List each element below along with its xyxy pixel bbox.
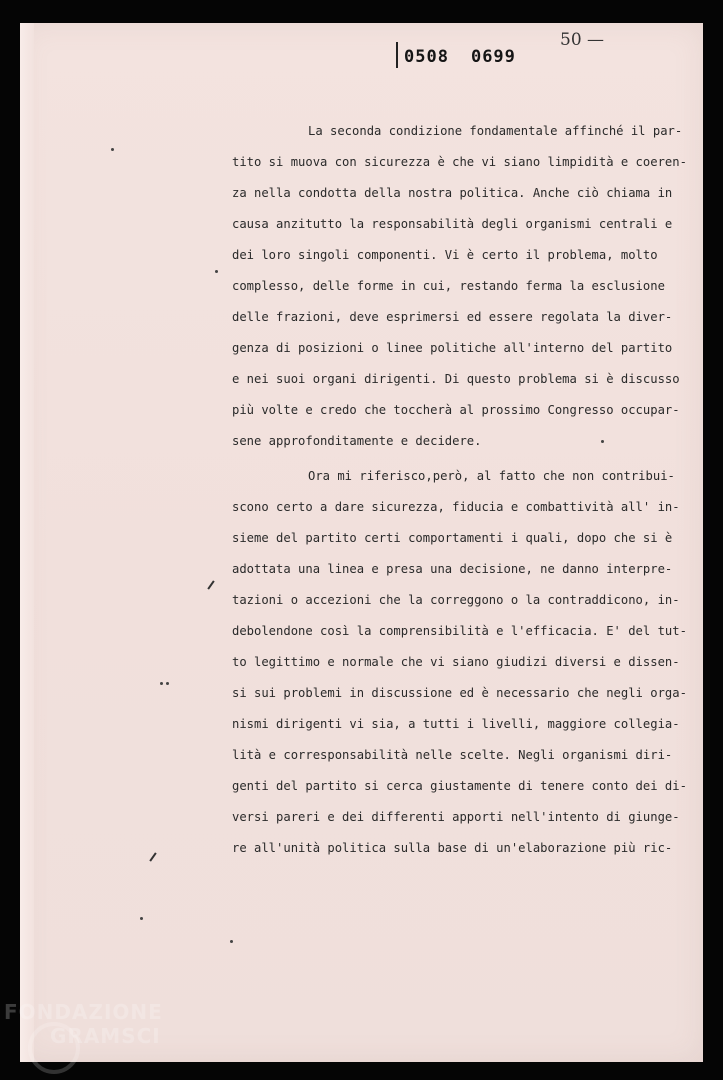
text-line: scono certo a dare sicurezza, fiducia e combattività all' in- [232,500,680,514]
text-line: versi pareri e dei differenti apporti nell'intento di giunge- [232,810,680,824]
typed-body-text [232,116,687,864]
text-line: genza di posizioni o linee politiche all'interno del partito [232,341,673,355]
text-line: sieme del partito certi comportamenti i quali, dopo che si è [232,531,673,545]
text-line: causa anzitutto la responsabilità degli organismi centrali e [232,217,673,231]
text-line: nismi dirigenti vi sia, a tutti i livelli, maggiore collegia- [232,717,680,731]
text-line: complesso, delle forme in cui, restando ferma la esclusione [232,279,665,293]
margin-bar [396,42,398,68]
text-line: dei loro singoli componenti. Vi è certo il problema, molto [232,248,658,262]
paper-speck [601,440,604,443]
paper-speck [166,682,169,685]
archive-number [396,44,516,70]
paper-speck [111,148,114,151]
doc-number-primary: 0508 [404,47,449,67]
text-line: genti del partito si cerca giustamente di tenere conto dei di- [232,779,687,793]
paper-edge [20,23,34,1062]
paper-speck [215,270,218,273]
doc-number-secondary: 0699 [470,47,516,67]
text-line: si sui problemi in discussione ed è necessario che negli orga- [232,686,687,700]
text-line: to legittimo e normale che vi siano giudizi diversi e dissen- [232,655,680,669]
text-line: lità e corresponsabilità nelle scelte. Negli organismi diri- [232,748,673,762]
text-line: e nei suoi organi dirigenti. Di questo problema si è discusso [232,372,680,386]
text-line: adottata una linea e presa una decisione, ne danno interpre- [232,562,673,576]
text-line: tazioni o accezioni che la correggono o la contraddicono, in- [232,593,680,607]
text-line: za nella condotta della nostra politica. Anche ciò chiama in [232,186,673,200]
text-line: debolendone così la comprensibilità e l'efficacia. E' del tut- [232,624,687,638]
paper-speck [230,940,233,943]
text-line: Ora mi riferisco,però, al fatto che non contribui- [308,469,675,483]
text-line: sene approfonditamente e decidere. [232,434,482,448]
text-line: tito si muova con sicurezza è che vi siano limpidità e coeren- [232,155,687,169]
watermark-line-2: GRAMSCI [50,1024,161,1048]
watermark [4,1000,163,1048]
handwritten-page-note: 50 — [560,30,605,50]
paper-speck [160,682,163,685]
watermark-line-1: FONDAZIONE [4,1000,163,1024]
text-line: re all'unità politica sulla base di un'elaborazione più ric- [232,841,673,855]
text-line: delle frazioni, deve esprimersi ed essere regolata la diver- [232,310,673,324]
paper-speck [140,917,143,920]
text-line: La seconda condizione fondamentale affinché il par- [308,124,683,138]
text-line: più volte e credo che toccherà al prossimo Congresso occupar- [232,403,680,417]
